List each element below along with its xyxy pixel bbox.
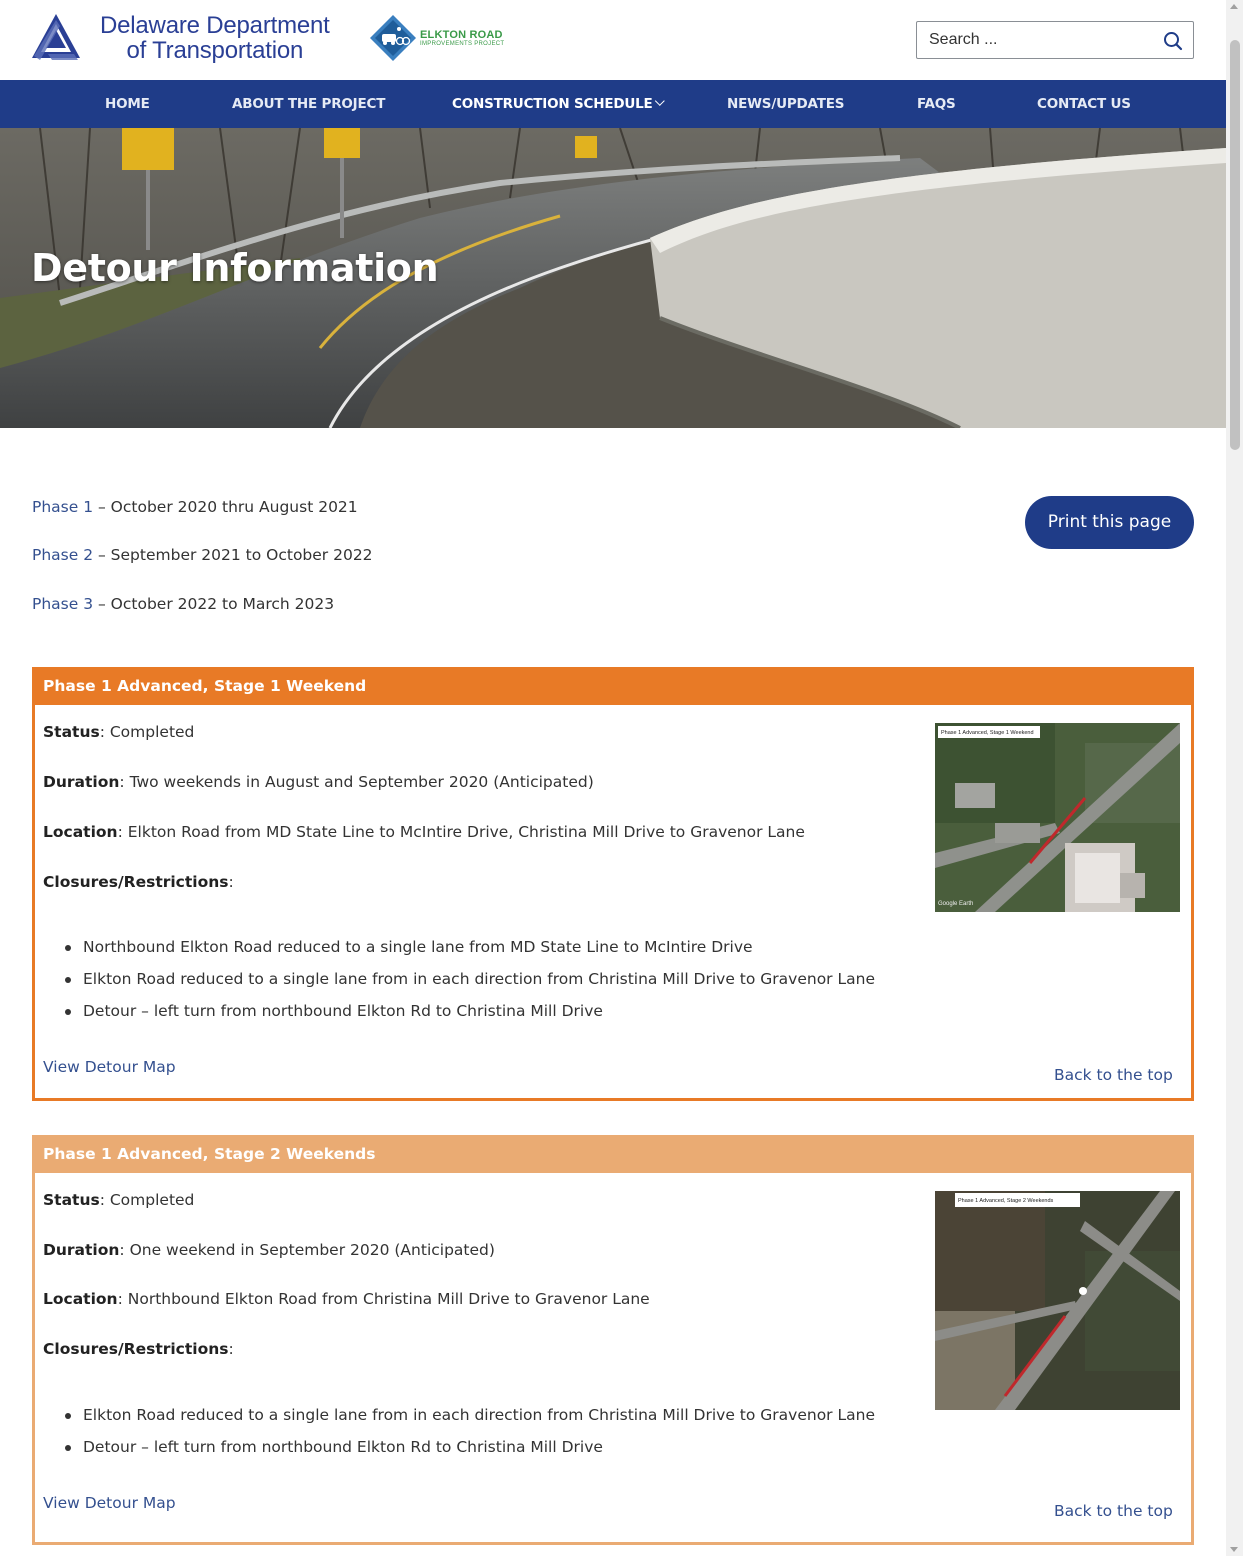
main-nav xyxy=(0,80,1226,128)
closures-label: Closures/Restrictions xyxy=(43,873,229,891)
list-item: Detour – left turn from northbound Elkton Rd to Christina Mill Drive xyxy=(83,1431,875,1463)
location-field xyxy=(43,823,805,841)
closures-list xyxy=(83,931,875,1027)
view-detour-map-link[interactable]: View Detour Map xyxy=(43,1494,176,1512)
nav-item-contact-us[interactable] xyxy=(1037,80,1131,128)
list-item: Elkton Road reduced to a single lane from in each direction from Christina Mill Drive to Gravenor Lane xyxy=(83,1399,875,1431)
nav-label: CONTACT US xyxy=(1037,96,1131,112)
closures-value: : xyxy=(228,1340,234,1358)
nav-item-construction-schedule[interactable] xyxy=(452,80,664,128)
card-title: Phase 1 Advanced, Stage 1 Weekend xyxy=(35,670,1191,705)
nav-label: HOME xyxy=(105,96,150,112)
location-field xyxy=(43,1290,650,1308)
map-caption: Phase 1 Advanced, Stage 2 Weekends xyxy=(958,1198,1054,1204)
list-item: Northbound Elkton Road reduced to a single lane from MD State Line to McIntire Drive xyxy=(83,931,875,963)
elkton-road-logo-icon xyxy=(369,14,417,62)
phase-2-line xyxy=(32,546,373,564)
erip-title: ELKTON ROAD xyxy=(420,29,503,41)
duration-value: : One weekend in September 2020 (Anticipated) xyxy=(119,1241,495,1259)
duration-field xyxy=(43,1241,495,1259)
scroll-up-arrow-icon[interactable] xyxy=(1230,4,1238,9)
erip-subtitle: IMPROVEMENTS PROJECT xyxy=(420,41,505,47)
nav-label: CONSTRUCTION SCHEDULE xyxy=(452,96,653,112)
detour-map-thumbnail[interactable] xyxy=(935,1191,1180,1410)
phase-1-line xyxy=(32,498,358,516)
page-title: Detour Information xyxy=(31,246,439,290)
phase-3-dates: – October 2022 to March 2023 xyxy=(93,595,335,613)
nav-label: FAQS xyxy=(917,96,956,112)
deldot-logo-icon xyxy=(30,12,82,64)
map-caption: Phase 1 Advanced, Stage 1 Weekend xyxy=(941,730,1034,736)
site-header xyxy=(0,0,1226,80)
status-label: Status xyxy=(43,723,100,741)
phase-1-link[interactable]: Phase 1 xyxy=(32,498,94,516)
aerial-map-image xyxy=(935,1191,1180,1410)
list-item: Elkton Road reduced to a single lane from in each direction from Christina Mill Drive to Gravenor Lane xyxy=(83,963,875,995)
phase-3-line xyxy=(32,595,334,613)
aerial-map-image xyxy=(935,723,1180,912)
elkton-road-logo[interactable] xyxy=(369,14,504,62)
deldot-logo[interactable] xyxy=(30,12,330,64)
nav-item-home[interactable] xyxy=(105,80,150,128)
deldot-line1: Delaware Department xyxy=(100,12,330,39)
duration-field xyxy=(43,773,594,791)
nav-label: NEWS/UPDATES xyxy=(727,96,845,112)
map-watermark: Google Earth xyxy=(938,901,974,907)
status-field xyxy=(43,723,194,741)
phase-3-link[interactable]: Phase 3 xyxy=(32,595,94,613)
status-label: Status xyxy=(43,1191,100,1209)
location-label: Location xyxy=(43,823,118,841)
chevron-down-icon xyxy=(654,96,664,106)
location-label: Location xyxy=(43,1290,118,1308)
search-form xyxy=(916,21,1194,59)
deldot-name xyxy=(100,13,330,63)
nav-label: ABOUT THE PROJECT xyxy=(232,96,386,112)
scroll-thumb[interactable] xyxy=(1230,40,1240,450)
status-field xyxy=(43,1191,194,1209)
deldot-line2: of Transportation xyxy=(126,37,304,64)
list-item: Detour – left turn from northbound Elkton Rd to Christina Mill Drive xyxy=(83,995,875,1027)
back-to-top-link[interactable]: Back to the top xyxy=(1054,1066,1173,1084)
view-detour-map-link[interactable]: View Detour Map xyxy=(43,1058,176,1076)
closures-label: Closures/Restrictions xyxy=(43,1340,229,1358)
elkton-road-logo-text xyxy=(420,29,504,47)
status-value: : Completed xyxy=(99,1191,195,1209)
location-value: : Northbound Elkton Road from Christina Mill Drive to Gravenor Lane xyxy=(117,1290,650,1308)
print-page-button[interactable]: Print this page xyxy=(1025,496,1194,549)
hero-banner xyxy=(0,128,1226,428)
nav-item-news-updates[interactable] xyxy=(727,80,844,128)
duration-label: Duration xyxy=(43,1241,120,1259)
phase-2-link[interactable]: Phase 2 xyxy=(32,546,94,564)
scroll-down-arrow-icon[interactable] xyxy=(1230,1547,1238,1552)
detour-map-thumbnail[interactable] xyxy=(935,723,1180,912)
card-title: Phase 1 Advanced, Stage 2 Weekends xyxy=(35,1138,1191,1173)
search-icon[interactable] xyxy=(1163,31,1183,51)
closures-field xyxy=(43,1340,234,1358)
nav-item-about-the-project[interactable] xyxy=(232,80,385,128)
detour-card xyxy=(32,1135,1194,1545)
phase-1-dates: – October 2020 thru August 2021 xyxy=(93,498,358,516)
nav-item-faqs[interactable] xyxy=(917,80,956,128)
location-value: : Elkton Road from MD State Line to McIntire Drive, Christina Mill Drive to Gravenor Lane xyxy=(117,823,805,841)
page-scrollbar[interactable] xyxy=(1226,0,1243,1556)
duration-value: : Two weekends in August and September 2020 (Anticipated) xyxy=(119,773,594,791)
back-to-top-link[interactable]: Back to the top xyxy=(1054,1502,1173,1520)
search-input[interactable] xyxy=(917,22,1157,58)
status-value: : Completed xyxy=(99,723,195,741)
closures-field xyxy=(43,873,234,891)
detour-card xyxy=(32,667,1194,1101)
duration-label: Duration xyxy=(43,773,120,791)
phase-2-dates: – September 2021 to October 2022 xyxy=(93,546,373,564)
closures-value: : xyxy=(228,873,234,891)
closures-list xyxy=(83,1399,875,1463)
